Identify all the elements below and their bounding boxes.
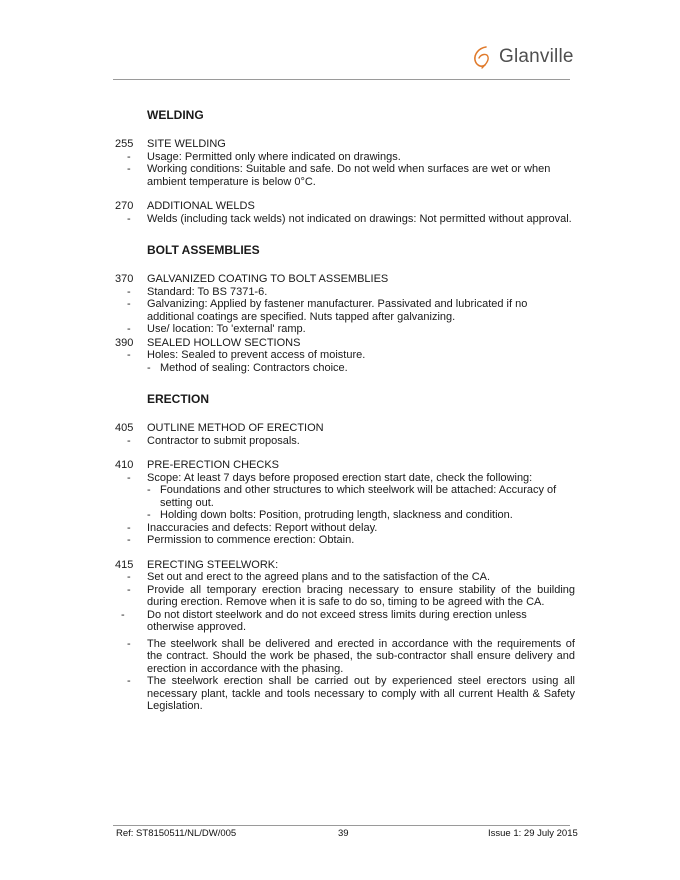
footer-divider	[113, 825, 570, 826]
clause-bullets	[147, 213, 575, 226]
clause-number: 255	[115, 138, 134, 150]
clause-bullets	[147, 286, 575, 336]
sub-bullet-item: - Foundations and other structures to which steelwork will be attached: Accuracy of setting out.	[160, 484, 575, 509]
bullet-item: - The steelwork shall be delivered and erected in accordance with the requirements of the contract. Should the work be phased, the sub-contractor shall ensure delivery and erection in accordance with the phasing.	[147, 638, 575, 676]
bullet-item: - Inaccuracies and defects: Report without delay.	[147, 522, 575, 535]
bullet-item: - Standard: To BS 7371-6.	[147, 286, 575, 299]
bullet-item	[147, 472, 575, 522]
section-erection	[115, 392, 575, 713]
bullet-item: - The steelwork erection shall be carried out by experienced steel erectors using all necessary plant, tackle and tools necessary to comply with all current Health & Safety Legislation.	[147, 675, 575, 713]
clause-255	[115, 138, 575, 188]
clause-number: 415	[115, 558, 134, 571]
clause-title: ERECTING STEELWORK:	[147, 558, 279, 571]
bullet-item: - Working conditions: Suitable and safe. Do not weld when surfaces are wet or when ambient temperature is below 0°C.	[147, 163, 575, 188]
section-heading: ERECTION	[147, 392, 210, 406]
document-body	[115, 108, 575, 725]
glanville-swirl-icon	[470, 44, 496, 70]
clause-title: SEALED HOLLOW SECTIONS	[147, 336, 301, 349]
clause-405	[115, 422, 575, 447]
clause-370	[115, 273, 575, 336]
bullet-text: Scope: At least 7 days before proposed erection start date, check the following:	[147, 471, 533, 484]
header-divider	[113, 79, 570, 80]
logo-text: Glanville	[499, 46, 574, 67]
clause-title: PRE-ERECTION CHECKS	[147, 459, 280, 471]
bullet-item: - Galvanizing: Applied by fastener manufacturer. Passivated and lubricated if no additional coatings are specified. Nuts tapped after galvanizing.	[147, 298, 575, 323]
bullet-text: Holes: Sealed to prevent access of moisture.	[147, 349, 366, 361]
clause-bullets	[147, 349, 575, 374]
bullet-item: - Welds (including tack welds) not indicated on drawings: Not permitted without approval.	[147, 213, 575, 226]
clause-number: 405	[115, 422, 134, 434]
clause-bullets	[147, 435, 575, 448]
clause-number: 270	[115, 200, 134, 212]
sub-bullets	[147, 484, 575, 522]
clause-390	[115, 337, 575, 375]
clause-number: 370	[115, 273, 134, 285]
bullet-item	[147, 349, 575, 374]
company-logo	[470, 44, 574, 70]
clause-bullets	[147, 571, 575, 713]
clause-number: 390	[115, 336, 134, 349]
bullet-item: - Usage: Permitted only where indicated on drawings.	[147, 151, 575, 164]
sub-bullet-item: - Holding down bolts: Position, protruding length, slackness and condition.	[160, 509, 575, 522]
clause-title: GALVANIZED COATING TO BOLT ASSEMBLIES	[147, 273, 389, 285]
clause-title: ADDITIONAL WELDS	[147, 200, 255, 212]
section-heading: WELDING	[147, 108, 204, 122]
clause-270	[115, 200, 575, 225]
clause-title: OUTLINE METHOD OF ERECTION	[147, 422, 324, 434]
issue-date: Issue 1: 29 July 2015	[488, 828, 578, 839]
bullet-item: - Permission to commence erection: Obtain.	[147, 534, 575, 547]
sub-bullet-item: - Method of sealing: Contractors choice.	[160, 362, 575, 375]
document-reference: Ref: ST8150511/NL/DW/005	[116, 828, 237, 839]
section-heading: BOLT ASSEMBLIES	[147, 243, 260, 257]
bullet-item: - Contractor to submit proposals.	[147, 435, 575, 448]
clause-title: SITE WELDING	[147, 138, 226, 150]
bullet-item: - Provide all temporary erection bracing necessary to ensure stability of the building during erection. Remove when it is safe to do so, timing to be agreed with the CA.	[147, 584, 575, 609]
bullet-item: - Set out and erect to the agreed plans and to the satisfaction of the CA.	[147, 571, 575, 584]
clause-bullets	[147, 151, 575, 189]
sub-bullets	[147, 362, 575, 375]
clause-410	[115, 459, 575, 547]
bullet-item: - Use/ location: To 'external' ramp.	[147, 323, 575, 336]
clause-415	[115, 559, 575, 713]
section-welding	[115, 108, 575, 225]
section-bolt-assemblies	[115, 243, 575, 374]
page-number: 39	[338, 828, 349, 839]
clause-number: 410	[115, 459, 134, 471]
bullet-item: - Do not distort steelwork and do not exceed stress limits during erection unless otherwise approved.	[147, 609, 575, 634]
clause-bullets	[147, 472, 575, 547]
